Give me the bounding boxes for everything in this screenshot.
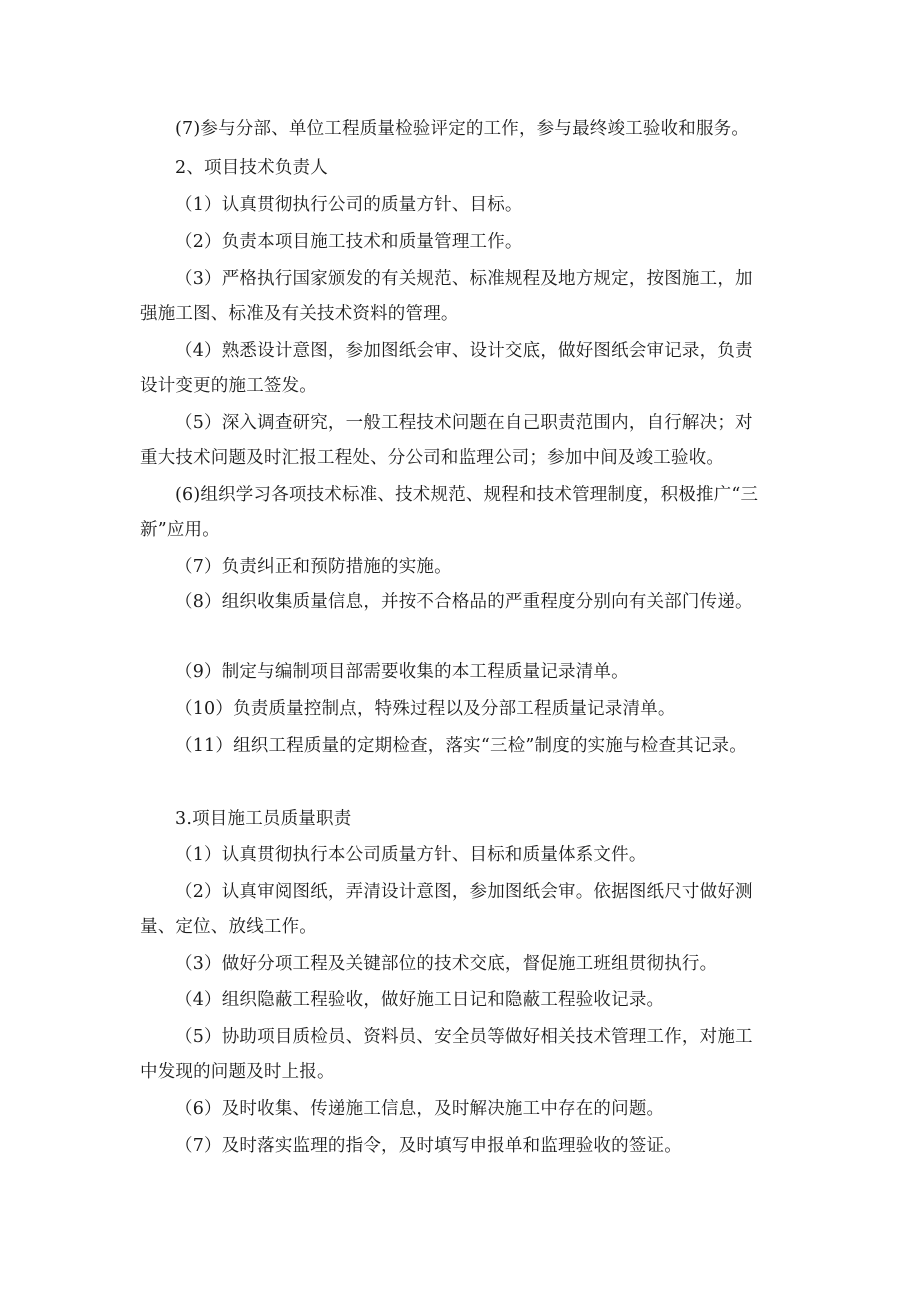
paragraph-line: （8）组织收集质量信息，并按不合格品的严重程度分别向有关部门传递。 — [175, 592, 753, 612]
paragraph-line: （3）做好分项工程及关键部位的技术交底，督促施工班组贯彻执行。 — [175, 954, 718, 974]
paragraph-line: （2）负责本项目施工技术和质量管理工作。 — [175, 232, 523, 252]
paragraph-line: （1）认真贯彻执行本公司质量方针、目标和质量体系文件。 — [175, 845, 647, 865]
paragraph-line: 量、定位、放线工作。 — [140, 917, 317, 937]
paragraph-line: （9）制定与编制项目部需要收集的本工程质量记录清单。 — [175, 662, 629, 682]
section-heading: 2、项目技术负责人 — [175, 158, 328, 178]
paragraph-line: （7）及时落实监理的指令，及时填写申报单和监理验收的签证。 — [175, 1136, 682, 1156]
paragraph-line: （6）及时收集、传递施工信息，及时解决施工中存在的问题。 — [175, 1099, 665, 1119]
paragraph-line: 重大技术问题及时汇报工程处、分公司和监理公司；参加中间及竣工验收。 — [140, 448, 725, 468]
paragraph-line: （3）严格执行国家颁发的有关规范、标准规程及地方规定，按图施工，加 — [175, 269, 753, 289]
paragraph-line: （5）深入调查研究，一般工程技术问题在自己职责范围内，自行解决；对 — [175, 413, 753, 433]
paragraph-line: （4）组织隐蔽工程验收，做好施工日记和隐蔽工程验收记录。 — [175, 990, 665, 1010]
paragraph-line: （4）熟悉设计意图，参加图纸会审、设计交底，做好图纸会审记录，负责 — [175, 341, 753, 361]
paragraph-line: （2）认真审阅图纸，弄清设计意图，参加图纸会审。依据图纸尺寸做好测 — [175, 882, 753, 902]
section-heading: 3.项目施工员质量职责 — [175, 809, 352, 829]
paragraph-line: 设计变更的施工签发。 — [140, 376, 317, 396]
paragraph-line: 中发现的问题及时上报。 — [140, 1062, 335, 1082]
paragraph-line: (7)参与分部、单位工程质量检验评定的工作，参与最终竣工验收和服务。 — [175, 119, 750, 139]
paragraph-line: （5）协助项目质检员、资料员、安全员等做好相关技术管理工作，对施工 — [175, 1027, 753, 1047]
paragraph-line: （11）组织工程质量的定期检查，落实“三检”制度的实施与检查其记录。 — [175, 736, 747, 756]
paragraph-line: 新”应用。 — [140, 520, 220, 540]
paragraph-line: （1）认真贯彻执行公司的质量方针、目标。 — [175, 195, 523, 215]
paragraph-line: (6)组织学习各项技术标准、技术规范、规程和技术管理制度，积极推广“三 — [175, 485, 759, 505]
paragraph-line: （10）负责质量控制点，特殊过程以及分部工程质量记录清单。 — [175, 699, 676, 719]
paragraph-line: （7）负责纠正和预防措施的实施。 — [175, 557, 452, 577]
paragraph-line: 强施工图、标准及有关技术资料的管理。 — [140, 304, 459, 324]
